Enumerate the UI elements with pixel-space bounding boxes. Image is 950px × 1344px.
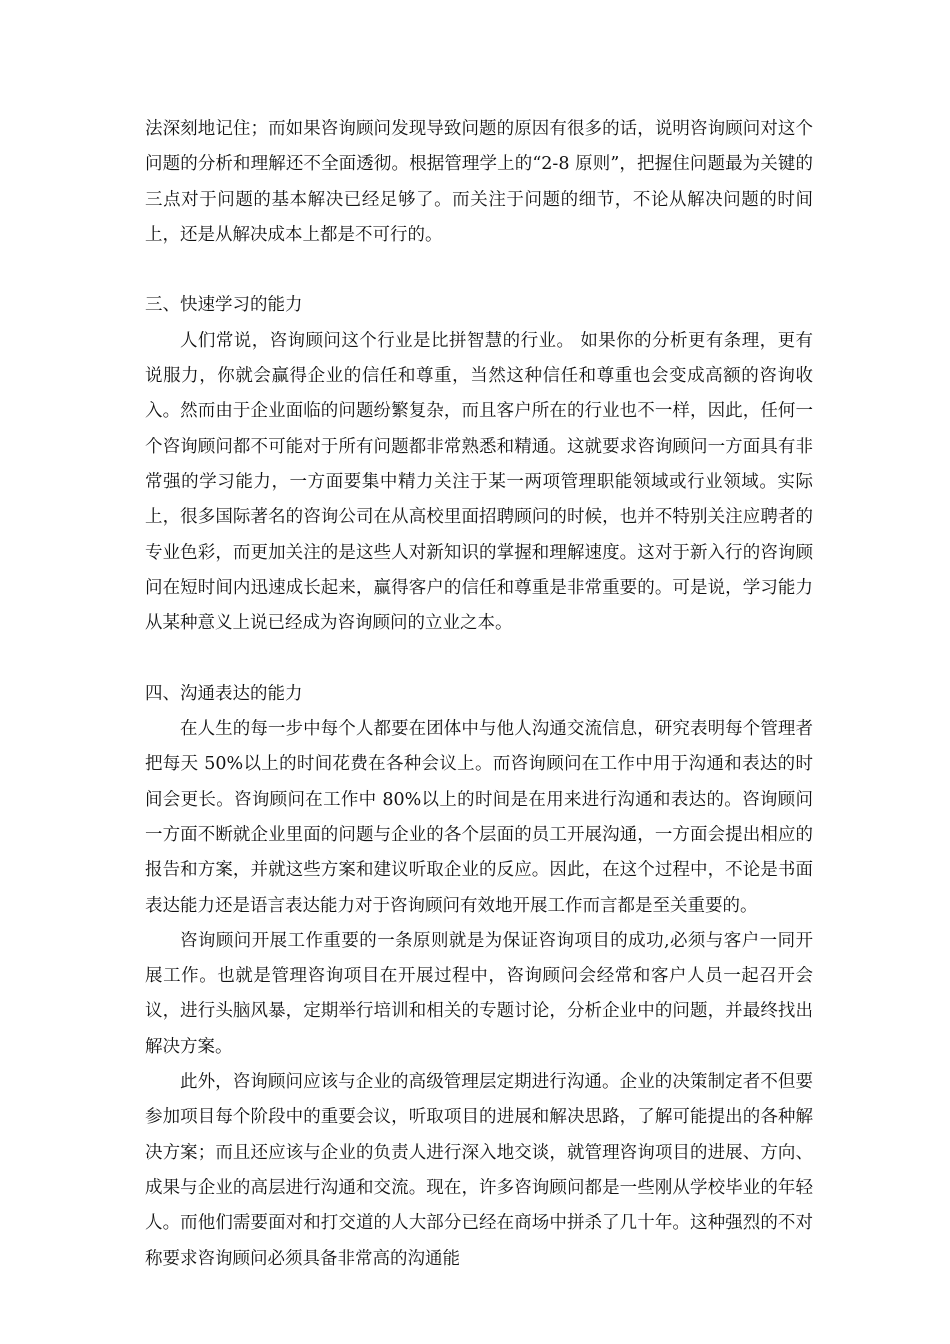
section-spacer (145, 641, 813, 676)
paragraph-communication-3: 此外，咨询顾问应该与企业的高级管理层定期进行沟通。企业的决策制定者不但要参加项目每个阶段中的重要会议，听取项目的进展和解决思路，了解可能提出的各种解决方案；而且还应该与企业的负责人进行深入地交谈，就管理咨询项目的进展、方向、成果与企业的高层进行沟通和交流。现在，许多咨询顾问都是一些刚从学校毕业的年轻人。而他们需要面对和打交道的人大部分已经在商场中拼杀了几十年。这种强烈的不对称要求咨询顾问必须具备非常高的沟通能 (145, 1072, 813, 1269)
section-heading-communication: 四、沟通表达的能力 (145, 683, 303, 704)
continued-paragraph: 法深刻地记住；而如果咨询顾问发现导致问题的原因有很多的话，说明咨询顾问对这个问题的分析和理解还不全面透彻。根据管理学上的“2-8 原则”，把握住问题最为关键的三点对于问题的基本解决已经足够了。而关注于问题的细节，不论从解决问题的时间上，还是从解决成本上都是不可行的。 (145, 119, 813, 245)
paragraph-communication-2: 咨询顾问开展工作重要的一条原则就是为保证咨询项目的成功,必须与客户一同开展工作。也就是管理咨询项目在开展过程中，咨询顾问会经常和客户人员一起召开会议，进行头脑风暴，定期举行培训和相关的专题讨论，分析企业中的问题，并最终找出解决方案。 (145, 930, 813, 1057)
document-page (145, 112, 813, 1277)
paragraph-communication-1: 在人生的每一步中每个人都要在团体中与他人沟通交流信息，研究表明每个管理者把每天 50%以上的时间花费在各种会议上。而咨询顾问在工作中用于沟通和表达的时间会更长。咨询顾问在工作中 80%以上的时间是在用来进行沟通和表达的。咨询顾问一方面不断就企业里面的问题与企业的各个层面的员工开展沟通，一方面会提出相应的报告和方案，并就这些方案和建议听取企业的反应。因此，在这个过程中，不论是书面表达能力还是语言表达能力对于咨询顾问有效地开展工作而言都是至关重要的。 (145, 719, 813, 916)
section-spacer (145, 253, 813, 288)
section-heading-learning: 三、快速学习的能力 (145, 295, 303, 316)
paragraph-learning: 人们常说，咨询顾问这个行业是比拼智慧的行业。 如果你的分析更有条理，更有说服力，你就会赢得企业的信任和尊重，当然这种信任和尊重也会变成高额的咨询收入。然而由于企业面临的问题纷繁复杂，而且客户所在的行业也不一样，因此，任何一个咨询顾问都不可能对于所有问题都非常熟悉和精通。这就要求咨询顾问一方面具有非常强的学习能力，一方面要集中精力关注于某一两项管理职能领域或行业领域。实际上，很多国际著名的咨询公司在从高校里面招聘顾问的时候，也并不特别关注应聘者的专业色彩，而更加关注的是这些人对新知识的掌握和理解速度。这对于新入行的咨询顾问在短时间内迅速成长起来，赢得客户的信任和尊重是非常重要的。可是说，学习能力从某种意义上说已经成为咨询顾问的立业之本。 (145, 330, 813, 634)
